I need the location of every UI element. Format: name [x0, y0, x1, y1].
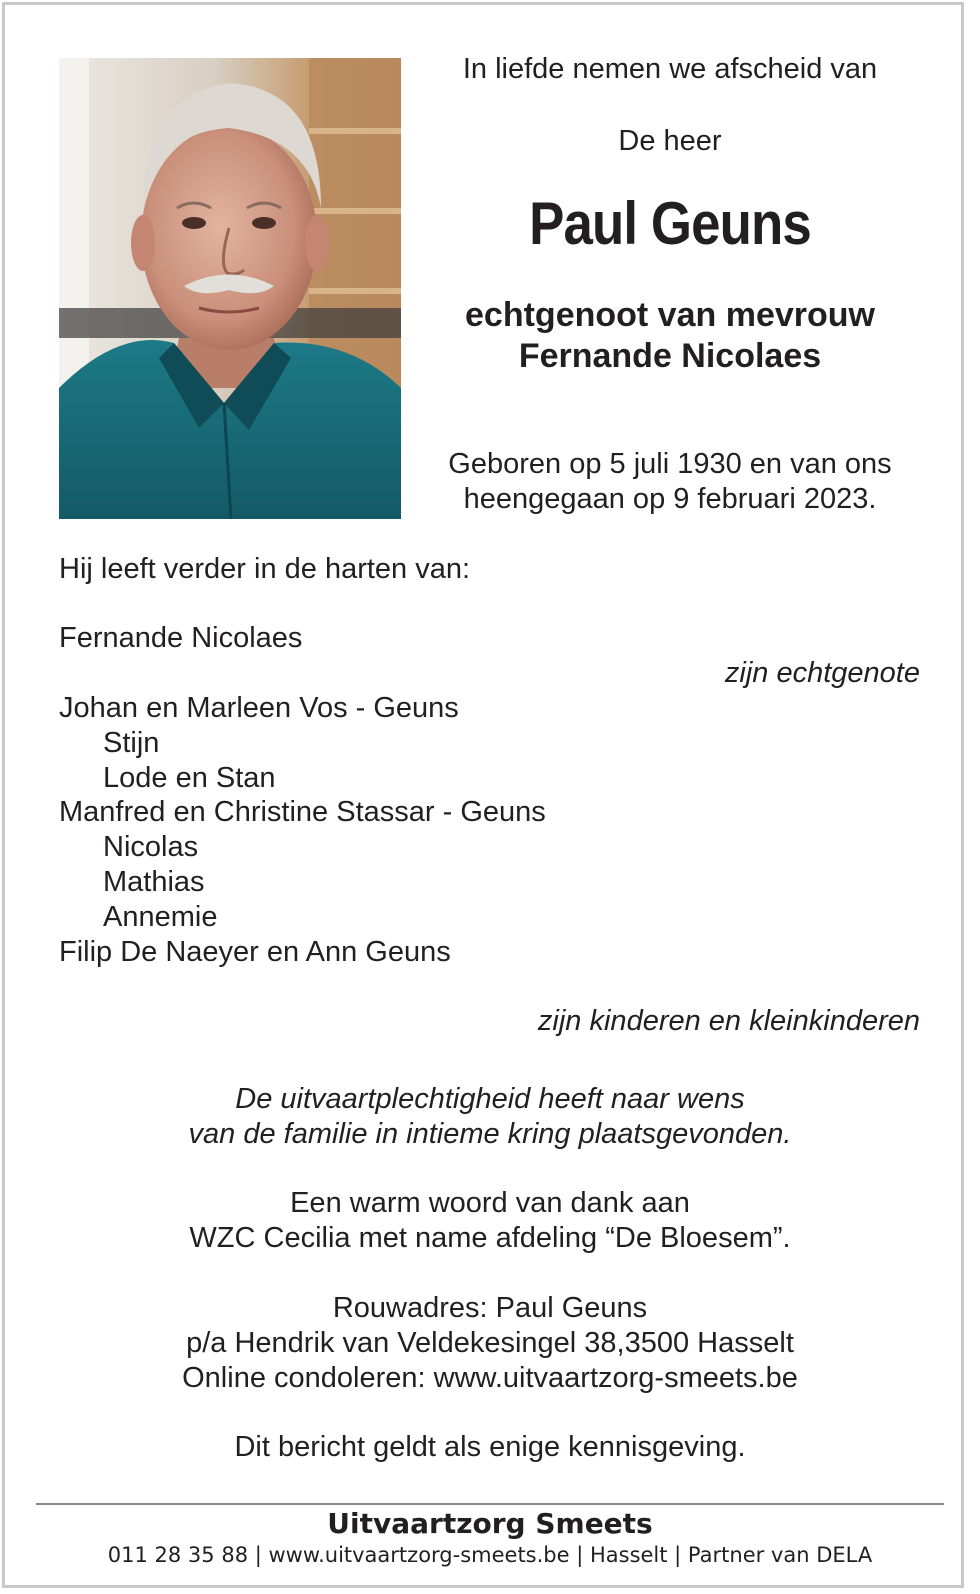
spouse-role: zijn echtgenote — [724, 657, 920, 689]
family-line: Lode en Stan — [103, 762, 276, 794]
notice-line: Dit bericht geldt als enige kennisgeving. — [234, 1431, 746, 1463]
family-line: Annemie — [103, 901, 218, 933]
funeral-home-name: Uitvaartzorg Smeets — [327, 1507, 653, 1540]
survivors-intro: Hij leeft verder in de harten van: — [59, 553, 471, 585]
children-role: zijn kinderen en kleinkinderen — [537, 1005, 920, 1037]
thanks-line-2: WZC Cecilia met name afdeling “De Bloesem”. — [189, 1222, 791, 1254]
dates-line-2: heengegaan op 9 februari 2023. — [463, 483, 877, 515]
family-line: Johan en Marleen Vos - Geuns — [59, 692, 459, 724]
family-line: Mathias — [103, 866, 205, 898]
salutation: De heer — [618, 125, 722, 157]
ceremony-line-1: De uitvaartplechtigheid heeft naar wens — [235, 1083, 745, 1115]
spouse-line-1: echtgenoot van mevrouw — [465, 296, 875, 334]
deceased-name: Paul Geuns — [529, 190, 811, 257]
family-line: Filip De Naeyer en Ann Geuns — [59, 936, 451, 968]
address-line-1: Rouwadres: Paul Geuns — [332, 1292, 648, 1324]
funeral-home-contact: 011 28 35 88 | www.uitvaartzorg-smeets.be | Hasselt | Partner van DELA — [107, 1543, 873, 1567]
spouse-line-2: Fernande Nicolaes — [518, 337, 822, 375]
footer-divider — [36, 1503, 944, 1505]
address-line-2: p/a Hendrik van Veldekesingel 38,3500 Hasselt — [186, 1327, 794, 1359]
thanks-line-1: Een warm woord van dank aan — [290, 1187, 690, 1219]
dates-line-1: Geboren op 5 juli 1930 en van ons — [448, 448, 892, 480]
family-line: Nicolas — [103, 831, 199, 863]
portrait-photo — [59, 58, 401, 519]
intro-text: In liefde nemen we afscheid van — [462, 53, 878, 85]
survivor-spouse: Fernande Nicolaes — [59, 622, 303, 654]
family-line: Stijn — [103, 727, 160, 759]
condolence-line: Online condoleren: www.uitvaartzorg-smeets.be — [182, 1362, 798, 1394]
family-line: Manfred en Christine Stassar - Geuns — [59, 796, 546, 828]
ceremony-line-2: van de familie in intieme kring plaatsgevonden. — [188, 1118, 792, 1150]
